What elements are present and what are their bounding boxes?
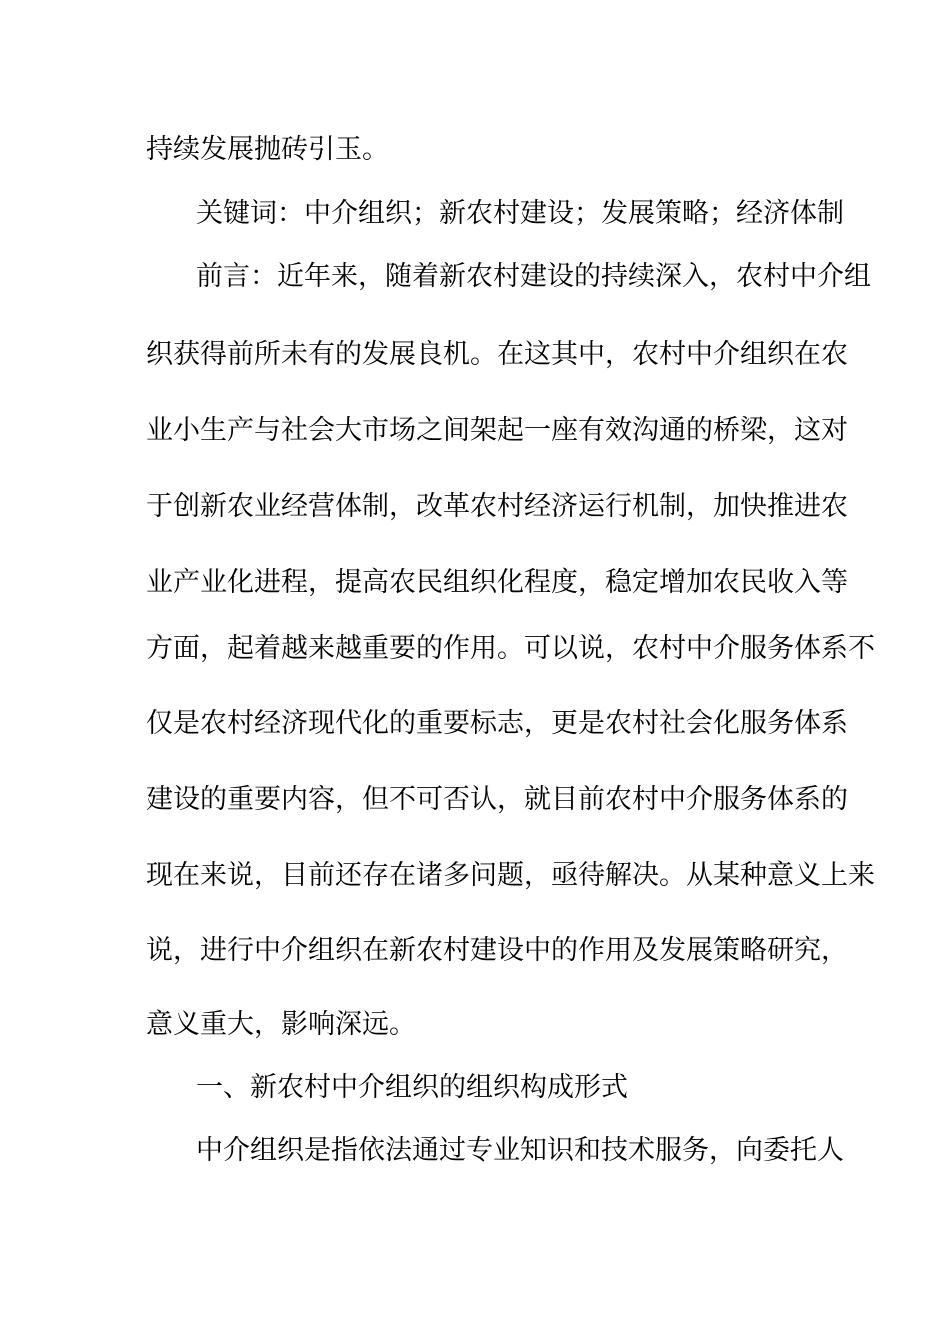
paragraph-line: 意义重大，影响深远。 [146, 1009, 416, 1040]
paragraph-line: 织获得前所未有的发展良机。在这其中，农村中介组织在农 [146, 339, 848, 370]
preface-line: 前言：近年来，随着新农村建设的持续深入，农村中介组 [196, 261, 871, 292]
paragraph-line: 仅是农村经济现代化的重要标志，更是农村社会化服务体系 [146, 708, 848, 739]
paragraph-line: 中介组织是指依法通过专业知识和技术服务，向委托人 [196, 1135, 844, 1166]
paragraph-line: 于创新农业经营体制，改革农村经济运行机制，加快推进农 [146, 491, 848, 522]
paragraph-line: 持续发展抛砖引玉。 [146, 134, 389, 165]
paragraph-line: 方面，起着越来越重要的作用。可以说，农村中介服务体系不 [146, 633, 875, 664]
paragraph-line: 建设的重要内容，但不可否认，就目前农村中介服务体系的 [146, 784, 848, 815]
keywords-line: 关键词：中介组织；新农村建设；发展策略；经济体制 [196, 198, 844, 229]
paragraph-line: 说，进行中介组织在新农村建设中的作用及发展策略研究， [146, 935, 848, 966]
section-heading: 一、新农村中介组织的组织构成形式 [196, 1072, 628, 1103]
paragraph-line: 现在来说，目前还存在诸多问题，亟待解决。从某种意义上来 [146, 860, 875, 891]
paragraph-line: 业小生产与社会大市场之间架起一座有效沟通的桥梁，这对 [146, 415, 848, 446]
paragraph-line: 业产业化进程，提高农民组织化程度，稳定增加农民收入等 [146, 567, 848, 598]
